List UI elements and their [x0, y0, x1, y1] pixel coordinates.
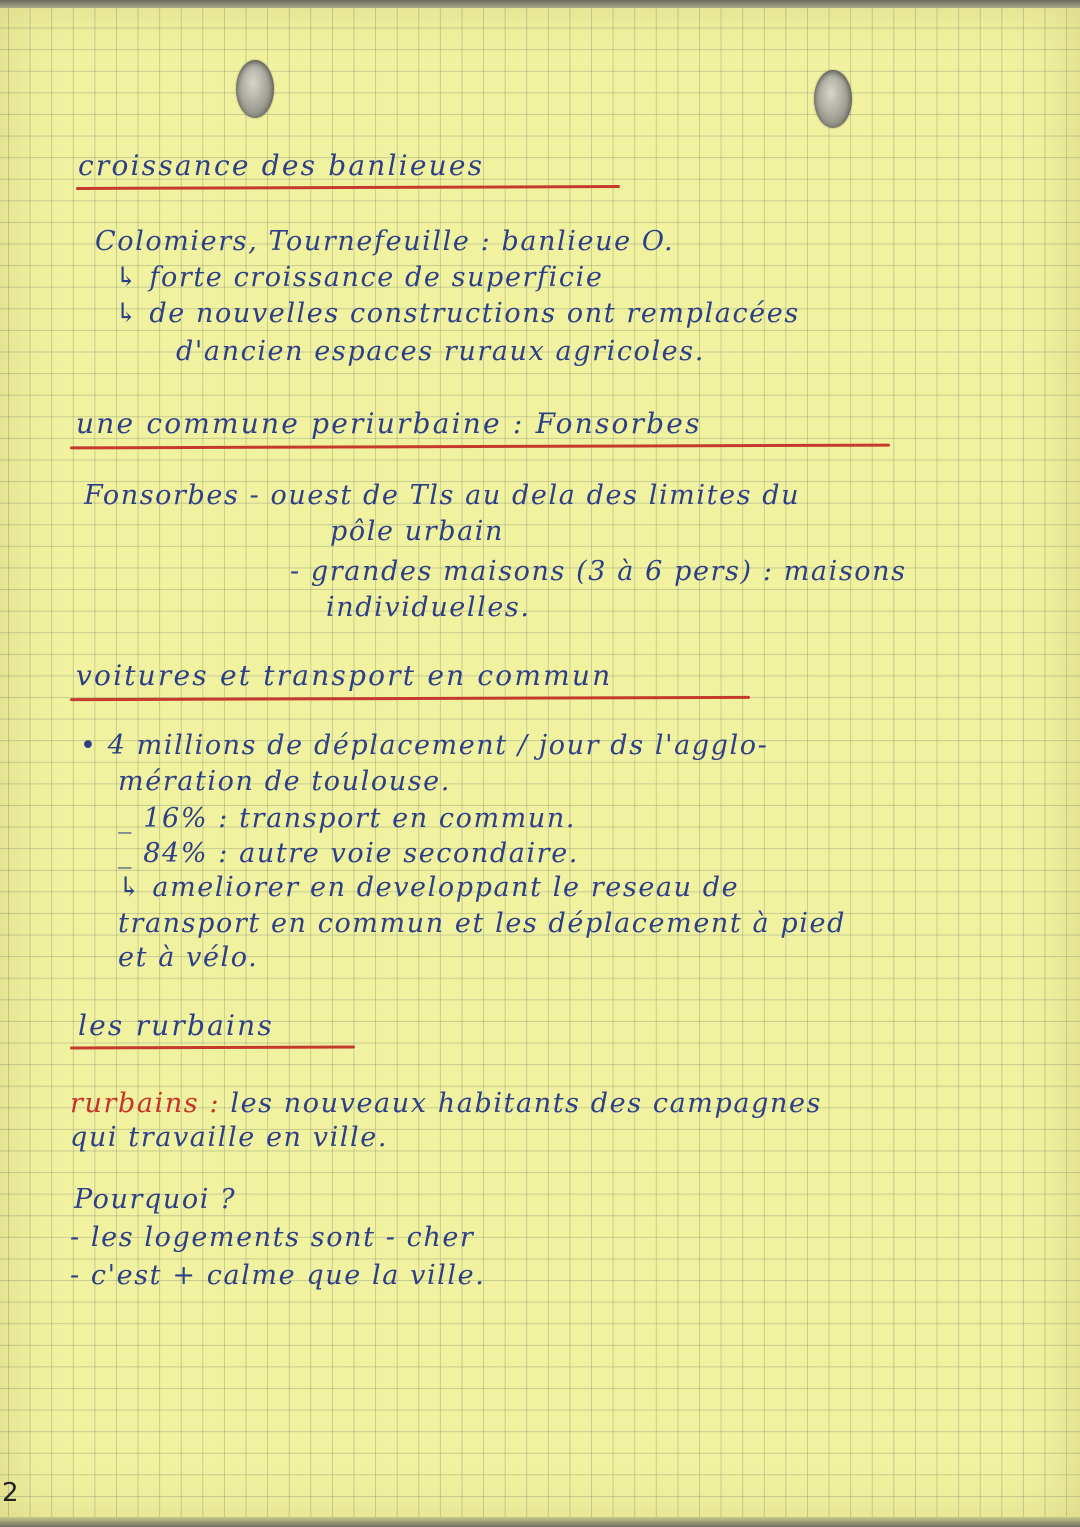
- note-line: • 4 millions de déplacement / jour ds l'agglo-: [80, 730, 769, 761]
- heading-underline: [70, 696, 750, 701]
- page-top-edge: [0, 0, 1080, 8]
- note-line: ↳ de nouvelles constructions ont remplacées: [115, 298, 800, 329]
- punch-hole-left: [236, 60, 274, 118]
- note-line: _ 16% : transport en commun.: [118, 803, 577, 834]
- note-line: transport en commun et les déplacement à pied: [118, 908, 846, 939]
- definition-term: rurbains :: [70, 1088, 221, 1119]
- note-line: mération de toulouse.: [118, 766, 451, 797]
- note-line: ↳ forte croissance de superficie: [115, 262, 604, 293]
- heading-croissance-banlieues: croissance des banlieues: [78, 149, 485, 182]
- note-line: _ 84% : autre voie secondaire.: [118, 838, 579, 869]
- definition-line: [70, 1090, 822, 1117]
- definition-text: les nouveaux habitants des campagnes: [220, 1088, 822, 1119]
- heading-underline: [70, 1046, 355, 1050]
- question-line: Pourquoi ?: [74, 1184, 237, 1215]
- note-line: individuelles.: [326, 592, 531, 623]
- note-line: Colomiers, Tournefeuille : banlieue O.: [95, 226, 675, 257]
- note-line: ↳ ameliorer en developpant le reseau de: [118, 872, 740, 903]
- note-line: - grandes maisons (3 à 6 pers) : maisons: [290, 556, 907, 587]
- page-number: 2: [2, 1478, 19, 1508]
- heading-rurbains: les rurbains: [78, 1009, 274, 1042]
- heading-underline: [70, 444, 890, 450]
- note-line: et à vélo.: [118, 942, 259, 973]
- note-line: d'ancien espaces ruraux agricoles.: [176, 336, 705, 367]
- note-line: - les logements sont - cher: [70, 1222, 475, 1253]
- heading-underline: [76, 185, 620, 190]
- heading-voitures-transport: voitures et transport en commun: [76, 659, 613, 692]
- note-line: qui travaille en ville.: [70, 1122, 389, 1153]
- heading-commune-periurbaine: une commune periurbaine : Fonsorbes: [76, 407, 702, 440]
- note-line: - c'est + calme que la ville.: [70, 1260, 486, 1291]
- page-bottom-edge: [0, 1517, 1080, 1527]
- punch-hole-right: [814, 70, 852, 128]
- note-line: Fonsorbes - ouest de Tls au dela des limites du: [84, 480, 801, 511]
- note-line: pôle urbain: [330, 516, 505, 547]
